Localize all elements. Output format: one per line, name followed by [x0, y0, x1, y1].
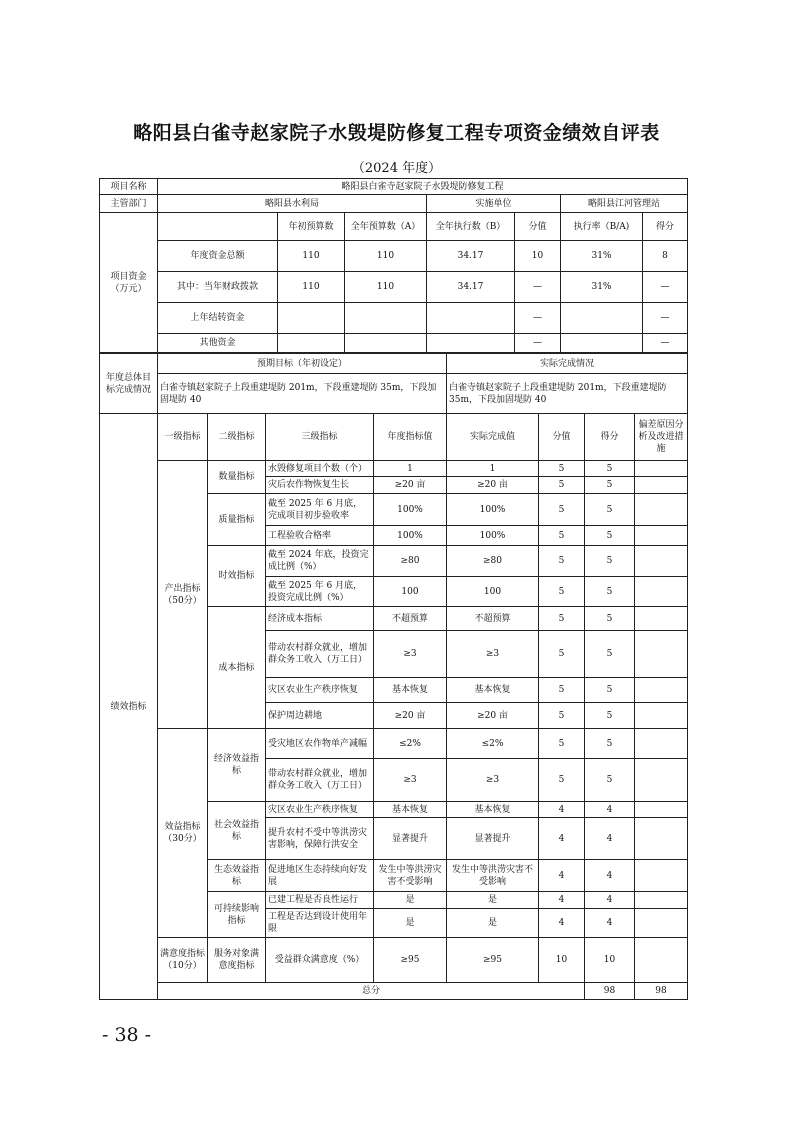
total-label: 总分: [158, 983, 585, 1000]
indicator-score: 10: [539, 938, 585, 983]
indicator-target: 1: [374, 461, 447, 477]
indicator-got: 5: [585, 477, 635, 494]
col-header: 偏差原因分析及改进措施: [635, 414, 688, 461]
indicator-target: ≥3: [374, 631, 447, 678]
indicator-actual: 是: [447, 892, 539, 909]
social-label: 社会效益指标: [208, 802, 266, 860]
indicator-name: 灾后农作物恢复生长: [266, 477, 374, 494]
indicator-target: ≥20 亩: [374, 477, 447, 494]
performance-section-label: 绩效指标: [100, 414, 158, 1000]
funds-cell: 34.17: [427, 272, 515, 303]
indicator-row: [100, 461, 688, 477]
indicator-score: 5: [539, 759, 585, 802]
indicator-score: 5: [539, 703, 585, 729]
funds-cell: —: [515, 334, 561, 353]
indicator-reason: [635, 860, 688, 892]
goal-content-row: [100, 374, 688, 414]
indicator-row: [100, 729, 688, 759]
indicator-reason: [635, 909, 688, 938]
indicator-reason: [635, 678, 688, 703]
funds-cell: 110: [278, 272, 345, 303]
indicators-table: [99, 413, 688, 1000]
funds-header: 得分: [643, 213, 688, 241]
indicator-target: 不超预算: [374, 607, 447, 631]
indicator-name: 已建工程是否良性运行: [266, 892, 374, 909]
project-name-value: 略阳县白雀寺赵家院子水毁堤防修复工程: [158, 179, 688, 195]
funds-cell: [278, 303, 345, 334]
indicator-score: 5: [539, 631, 585, 678]
indicator-score: 4: [539, 802, 585, 818]
indicator-reason: [635, 577, 688, 607]
funds-cell: [345, 303, 427, 334]
funds-cell: —: [515, 272, 561, 303]
funds-cell: —: [643, 272, 688, 303]
funds-cell: 110: [345, 241, 427, 272]
indicator-got: 4: [585, 892, 635, 909]
indicator-target: ≥3: [374, 759, 447, 802]
indicator-reason: [635, 477, 688, 494]
indicator-score: 5: [539, 577, 585, 607]
indicator-name: 灾区农业生产秩序恢复: [266, 802, 374, 818]
funds-header: 执行率（B/A): [561, 213, 643, 241]
col-header: 实际完成值: [447, 414, 539, 461]
indicator-target: 100%: [374, 526, 447, 546]
department-row: [100, 195, 688, 213]
page-title: 略阳县白雀寺赵家院子水毁堤防修复工程专项资金绩效自评表: [133, 122, 660, 144]
funds-cell: [278, 334, 345, 353]
indicator-got: 4: [585, 802, 635, 818]
goal-table: [99, 353, 688, 414]
timeliness-label: 时效指标: [208, 546, 266, 607]
funds-label: 项目资金（万元）: [100, 213, 158, 353]
goal-label: 年度总体目标完成情况: [100, 354, 158, 414]
indicator-got: 5: [585, 607, 635, 631]
funds-cell: 31%: [561, 241, 643, 272]
funds-header-row: [100, 213, 688, 241]
indicator-actual: 基本恢复: [447, 802, 539, 818]
quality-label: 质量指标: [208, 494, 266, 546]
indicator-name: 促进地区生态持续向好发展: [266, 860, 374, 892]
indicator-actual: 基本恢复: [447, 678, 539, 703]
indicator-name: 灾区农业生产秩序恢复: [266, 678, 374, 703]
col-header: 二级指标: [208, 414, 266, 461]
col-header: 三级指标: [266, 414, 374, 461]
indicator-target: ≥95: [374, 938, 447, 983]
funds-header: 分值: [515, 213, 561, 241]
indicator-target: 是: [374, 892, 447, 909]
funds-cell: [345, 334, 427, 353]
indicator-actual: ≥3: [447, 759, 539, 802]
year-subtitle: （2024 年度）: [351, 161, 442, 176]
total-got: 98: [635, 983, 688, 1000]
indicator-got: 5: [585, 461, 635, 477]
sustainable-label: 可持续影响指标: [208, 892, 266, 938]
indicator-got: 5: [585, 703, 635, 729]
indicator-name: 工程是否达到设计使用年限: [266, 909, 374, 938]
indicator-score: 5: [539, 494, 585, 526]
funds-header: 年初预算数: [278, 213, 345, 241]
indicator-got: 4: [585, 818, 635, 860]
indicator-target: 是: [374, 909, 447, 938]
indicator-name: 经济成本指标: [266, 607, 374, 631]
page-number: - 38 -: [102, 1024, 152, 1046]
indicator-got: 5: [585, 526, 635, 546]
indicator-actual: 不超预算: [447, 607, 539, 631]
funds-row-name: 其他资金: [158, 334, 278, 353]
funds-cell: 110: [345, 272, 427, 303]
funds-cell: [427, 303, 515, 334]
goal-actual-label: 实际完成情况: [447, 354, 688, 374]
indicator-actual: 100: [447, 577, 539, 607]
indicator-name: 提升农村不受中等洪涝灾害影响，保障行洪安全: [266, 818, 374, 860]
indicator-target: 基本恢复: [374, 678, 447, 703]
ecological-label: 生态效益指标: [208, 860, 266, 892]
indicator-row: [100, 938, 688, 983]
benefit-group-label: 效益指标（30分）: [158, 729, 208, 938]
funds-table: [99, 178, 688, 353]
funds-row: [100, 334, 688, 353]
funds-cell: —: [515, 303, 561, 334]
indicator-actual: 100%: [447, 494, 539, 526]
total-score: 98: [585, 983, 635, 1000]
funds-header: 全年执行数（B）: [427, 213, 515, 241]
indicator-reason: [635, 631, 688, 678]
indicator-target: ≤2%: [374, 729, 447, 759]
indicator-reason: [635, 494, 688, 526]
total-row: [100, 983, 688, 1000]
indicator-actual: 显著提升: [447, 818, 539, 860]
goal-expected: 白雀寺镇赵家院子上段重建堤防 201m，下段重建堤防 35m，下段加固堤防 40: [158, 374, 447, 414]
service-label: 服务对象满意度指标: [208, 938, 266, 983]
col-header: 得分: [585, 414, 635, 461]
project-name-label: 项目名称: [100, 179, 158, 195]
indicator-reason: [635, 759, 688, 802]
impl-label: 实施单位: [427, 195, 561, 213]
goal-expected-label: 预期目标（年初设定）: [158, 354, 447, 374]
indicator-reason: [635, 546, 688, 577]
indicator-name: 水毁修复项目个数（个）: [266, 461, 374, 477]
funds-cell: 34.17: [427, 241, 515, 272]
indicator-target: 100%: [374, 494, 447, 526]
indicator-got: 4: [585, 860, 635, 892]
indicator-actual: 100%: [447, 526, 539, 546]
indicator-actual: 发生中等洪涝灾害不受影响: [447, 860, 539, 892]
indicator-reason: [635, 818, 688, 860]
indicator-target: 显著提升: [374, 818, 447, 860]
indicator-got: 5: [585, 759, 635, 802]
indicator-got: 5: [585, 678, 635, 703]
funds-header-blank: [158, 213, 278, 241]
indicator-score: 5: [539, 546, 585, 577]
col-header: 年度指标值: [374, 414, 447, 461]
indicator-name: 受益群众满意度（%）: [266, 938, 374, 983]
goal-actual: 白雀寺镇赵家院子上段重建堤防 201m，下段重建堤防 35m，下段加固堤防 40: [447, 374, 688, 414]
funds-row: [100, 241, 688, 272]
indicator-reason: [635, 607, 688, 631]
indicator-actual: 是: [447, 909, 539, 938]
funds-cell: —: [643, 303, 688, 334]
dept-value: 略阳县水利局: [158, 195, 427, 213]
indicator-name: 保护周边耕地: [266, 703, 374, 729]
indicator-actual: ≥3: [447, 631, 539, 678]
indicator-actual: ≥20 亩: [447, 703, 539, 729]
funds-cell: —: [643, 334, 688, 353]
indicator-got: 10: [585, 938, 635, 983]
goal-header-row: [100, 354, 688, 374]
indicator-actual: ≥20 亩: [447, 477, 539, 494]
indicator-score: 5: [539, 607, 585, 631]
funds-row: [100, 272, 688, 303]
indicator-got: 5: [585, 577, 635, 607]
funds-cell: 10: [515, 241, 561, 272]
col-header: 分值: [539, 414, 585, 461]
indicator-name: 带动农村群众就业，增加群众务工收入（万工日）: [266, 759, 374, 802]
funds-row: [100, 303, 688, 334]
economic-label: 经济效益指标: [208, 729, 266, 802]
indicator-score: 4: [539, 818, 585, 860]
indicator-name: 受灾地区农作物单产减幅: [266, 729, 374, 759]
output-group-label: 产出指标（50分）: [158, 461, 208, 729]
indicator-reason: [635, 461, 688, 477]
funds-cell: 110: [278, 241, 345, 272]
satisfaction-group-label: 满意度指标（10分）: [158, 938, 208, 983]
indicator-target: ≥80: [374, 546, 447, 577]
indicator-reason: [635, 938, 688, 983]
impl-value: 略阳县江河管理站: [561, 195, 688, 213]
funds-header: 全年预算数（A）: [345, 213, 427, 241]
indicator-reason: [635, 526, 688, 546]
indicator-name: 截至 2024 年底，投资完成比例（%）: [266, 546, 374, 577]
indicator-score: 4: [539, 860, 585, 892]
indicator-got: 4: [585, 909, 635, 938]
quantity-label: 数量指标: [208, 461, 266, 494]
indicator-target: ≥20 亩: [374, 703, 447, 729]
indicator-reason: [635, 729, 688, 759]
indicator-target: 基本恢复: [374, 802, 447, 818]
funds-cell: [427, 334, 515, 353]
funds-cell: 31%: [561, 272, 643, 303]
funds-cell: [561, 303, 643, 334]
indicator-actual: ≥80: [447, 546, 539, 577]
funds-row-name: 其中：当年财政拨款: [158, 272, 278, 303]
funds-cell: [561, 334, 643, 353]
indicators-header-row: [100, 414, 688, 461]
indicator-target: 100: [374, 577, 447, 607]
indicator-actual: ≤2%: [447, 729, 539, 759]
col-header: 一级指标: [158, 414, 208, 461]
indicator-got: 5: [585, 494, 635, 526]
project-name-row: [100, 179, 688, 195]
indicator-reason: [635, 703, 688, 729]
indicator-score: 5: [539, 477, 585, 494]
indicator-got: 5: [585, 631, 635, 678]
indicator-score: 4: [539, 892, 585, 909]
cost-label: 成本指标: [208, 607, 266, 729]
funds-cell: 8: [643, 241, 688, 272]
indicator-name: 带动农村群众就业，增加群众务工收入（万工日）: [266, 631, 374, 678]
indicator-name: 截至 2025 年 6 月底，投资完成比例（%）: [266, 577, 374, 607]
indicator-score: 5: [539, 678, 585, 703]
indicator-actual: 1: [447, 461, 539, 477]
dept-label: 主管部门: [100, 195, 158, 213]
funds-row-name: 年度资金总额: [158, 241, 278, 272]
indicator-score: 4: [539, 909, 585, 938]
indicator-reason: [635, 802, 688, 818]
indicator-target: 发生中等洪涝灾害不受影响: [374, 860, 447, 892]
indicator-actual: ≥95: [447, 938, 539, 983]
indicator-score: 5: [539, 729, 585, 759]
indicator-score: 5: [539, 461, 585, 477]
indicator-name: 工程验收合格率: [266, 526, 374, 546]
indicator-got: 5: [585, 729, 635, 759]
indicator-score: 5: [539, 526, 585, 546]
funds-row-name: 上年结转资金: [158, 303, 278, 334]
indicator-got: 5: [585, 546, 635, 577]
indicator-reason: [635, 892, 688, 909]
indicator-name: 截至 2025 年 6 月底，完成项目初步验收率: [266, 494, 374, 526]
